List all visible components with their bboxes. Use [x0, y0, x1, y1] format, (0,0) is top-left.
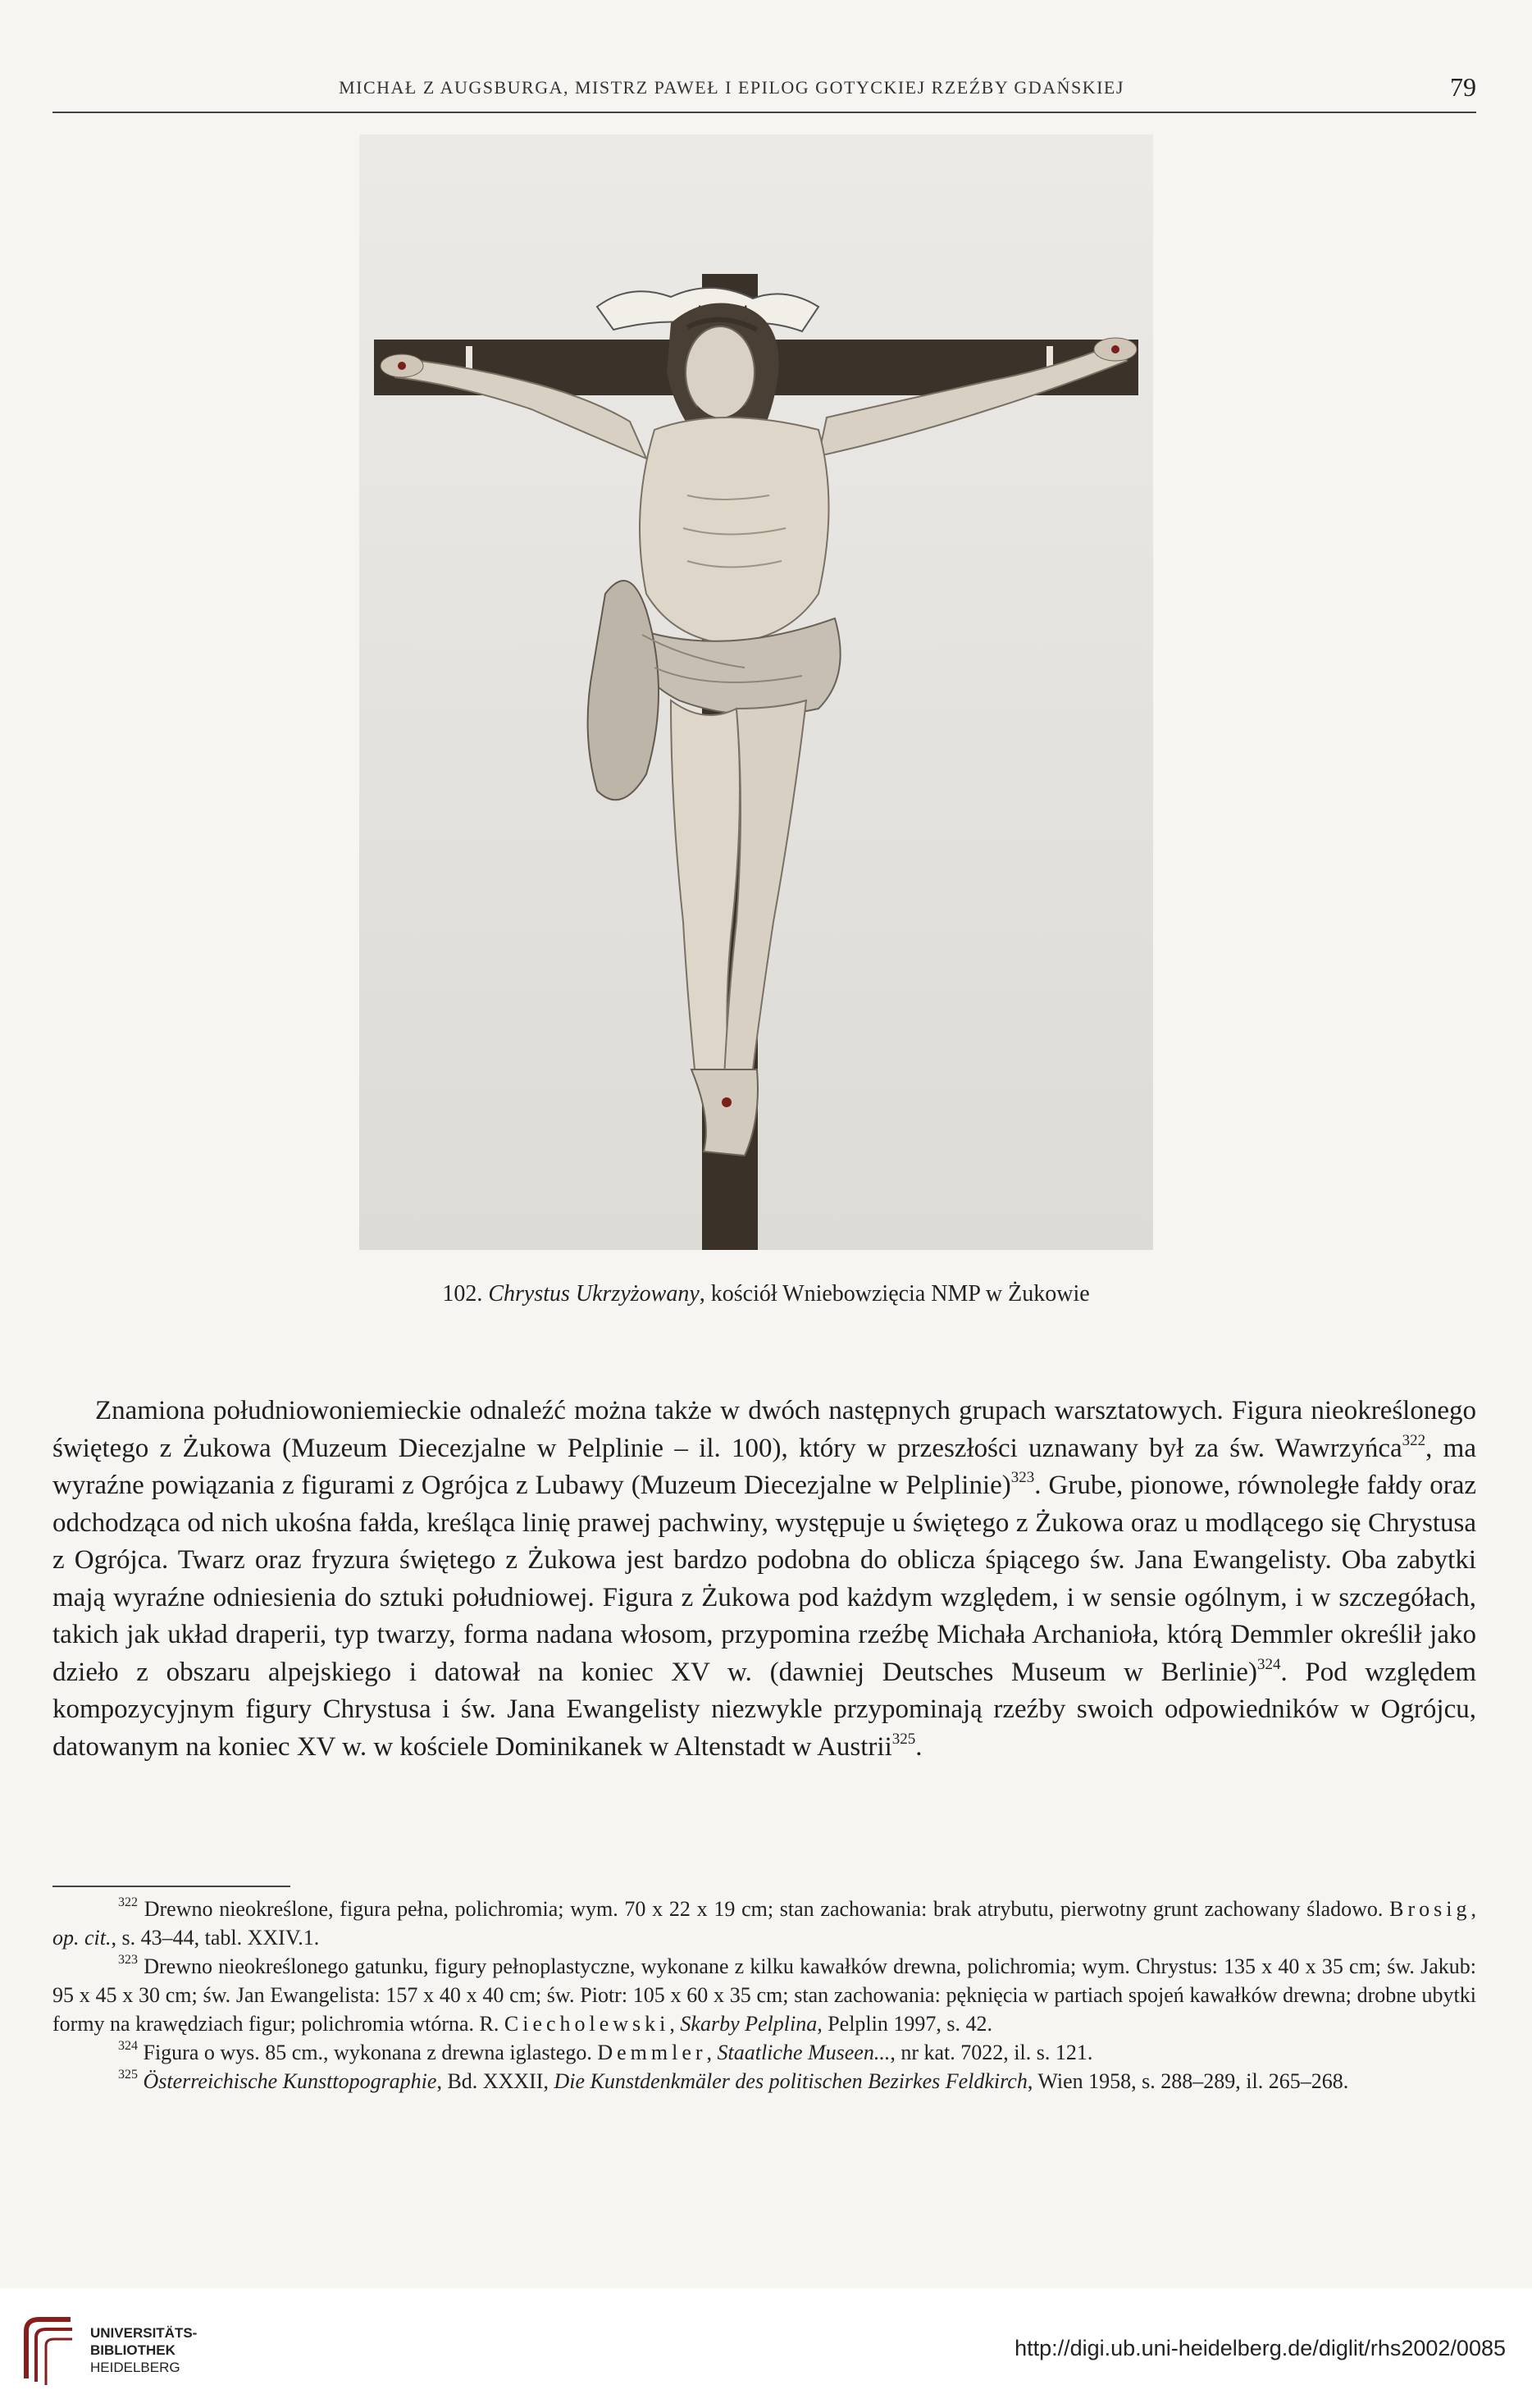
footnote-324: $^{324}$ Figura o wys. 85 cm., wykonana z drewna iglastego. Demmler, Staatliche Museen..., nr kat. 7022, il. s. 121. [118, 2039, 1093, 2064]
torso [640, 417, 829, 643]
footnote-325: $^{325}$ Österreichische Kunsttopographie, Bd. XXXII, Die Kunstdenkmäler des politischen Bezirkes Feldkirch, Wien 1958, s. 288–289, il. 265–268. [118, 2068, 1349, 2093]
figure-caption [164, 1281, 1368, 1307]
library-name: UNIVERSITÄTS- BIBLIOTHEK HEIDELBERG [90, 2325, 198, 2375]
footnote-ref-323[interactable]: 323 [1010, 1469, 1035, 1486]
caption-title: Chrystus Ukrzyżowany [488, 1281, 700, 1307]
loincloth-drape [588, 581, 659, 800]
running-header [52, 71, 1476, 113]
header-rule [52, 112, 1476, 113]
body-text [52, 1393, 1476, 1766]
crucifix-illustration [359, 135, 1153, 1250]
page-number: 79 [1450, 72, 1476, 102]
footnote-ref-324[interactable]: 324 [1256, 1655, 1281, 1673]
footnote-ref-322[interactable]: 322 [1402, 1431, 1426, 1449]
library-logo-icon [15, 2313, 80, 2387]
library-footer [0, 2288, 1532, 2408]
crucifix-photograph [359, 135, 1153, 1250]
source-url-link[interactable]: http://digi.ub.uni-heidelberg.de/diglit/rhs2002/0085 [1014, 2336, 1506, 2360]
footnote-323: $^{323}$ Drewno nieokreślonego gatunku, figury pełnoplastyczne, wykonane z kilku kawałków drewna, polichromia; wym. Chrystus: 135 x 40 x 35 cm; św. Jakub: 95 x 45 x 30 cm; św. Jan Ewangelista: 157 x 40 x 40 cm; św. Piotr: 105 x 60 x 35 cm; stan zachowania: pęknięcia w partiach spojeń kawałków drewna; drobne ubytki formy na krawędziach figur; polichromia wtórna. R. Ciecholewski, Skarby Pelplina, Pelplin 1997, s. 42. [52, 1953, 1477, 2036]
feet [691, 1069, 758, 1156]
caption-number: 102. [442, 1281, 483, 1307]
footnote-ref-325[interactable]: 325 [891, 1730, 916, 1748]
paragraph: Znamiona południowoniemieckie odnaleźć można także w dwóch następnych grupach warsztatowych. Figura nieokreślonego świętego z Żukowa (Muzeum Diecezjalne w Pelplinie – il. 100), który w przeszłości uznawany był za św. Wawrzyńca$^{322}$, ma wyraźne powiązania z figurami z Ogrójca z Lubawy (Muzeum Diecezjalne w Pelplinie)$^{323}$. Grube, pionowe, równoległe fałdy oraz odchodząca od nich ukośna fałda, kreśląca linię prawej pachwiny, występuje u świętego z Żukowa oraz u modlącego się Chrystusa z Ogrójca. Twarz oraz fryzura świętego z Żukowa jest bardzo podobna do oblicza śpiącego św. Jana Ewangelisty. Oba zabytki mają wyraźne odniesienia do sztuki południowej. Figura z Żukowa pod każdym względem, i w sensie ogólnym, i w szczegółach, takich jak układ draperii, typ twarzy, forma nadana włosom, przypomina rzeźbę Michała Archanioła, którą Demmler określił jako dzieło z obszaru alpejskiego i datował na koniec XV w. (dawniej Deutsches Museum w Berlinie)$^{324}$. Pod względem kompozycyjnym figury Chrystusa i św. Jana Ewangelisty niezwykle przypominają rzeźby swoich odpowiedników w Ogrójcu, datowanym na koniec XV w. w kościele Dominikanek w Altenstadt w Austrii$^{325}$. [52, 1396, 1477, 1762]
caption-rest: , kościół Wniebowzięcia NMP w Żukowie [699, 1281, 1090, 1307]
footnotes [52, 1895, 1476, 2096]
footnote-322: $^{322}$ Drewno nieokreślone, figura pełna, polichromia; wym. 70 x 22 x 19 cm; stan zachowania: brak atrybutu, pierwotny grunt zachowany śladowo. Brosig, op. cit., s. 43–44, tabl. XXIV.1. [52, 1895, 1477, 1950]
running-title: MICHAŁ Z AUGSBURGA, MISTRZ PAWEŁ I EPILOG GOTYCKIEJ RZEŹBY GDAŃSKIEJ [339, 77, 1124, 98]
footnote-rule [52, 1886, 290, 1887]
head [686, 326, 755, 418]
